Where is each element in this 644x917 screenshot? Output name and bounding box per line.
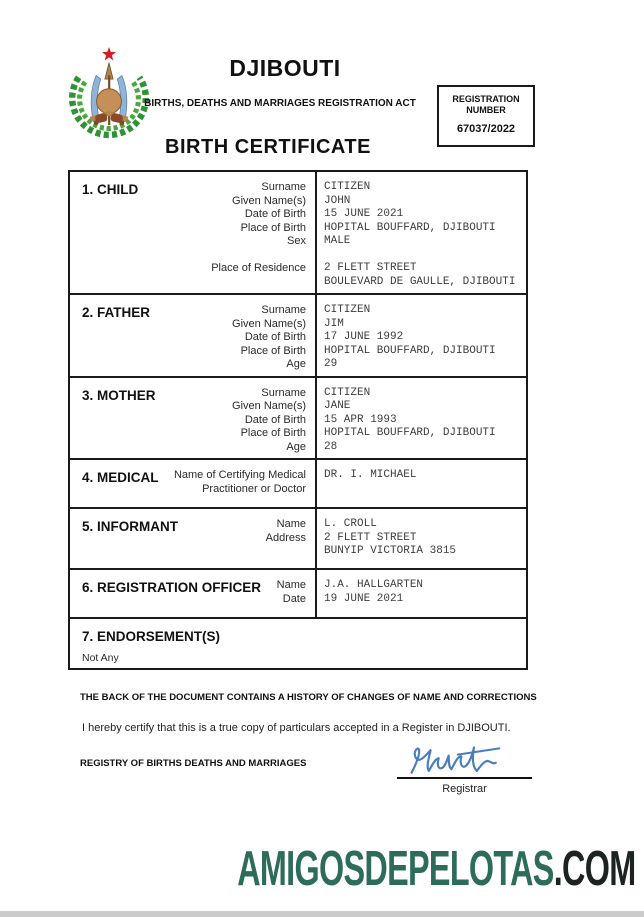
field-value [315,532,456,559]
act-subtitle: BIRTHS, DEATHS AND MARRIAGES REGISTRATION ACT [144,98,416,109]
certificate-table [68,170,528,670]
field-label [70,358,315,372]
signature-line [397,777,532,779]
field-value-line: CITIZEN [324,304,371,316]
field-label-line: Surname [261,181,306,193]
field-label [70,235,315,249]
field-value [315,345,496,359]
field-label [70,414,315,428]
field-value-line: BUNYIP VICTORIA 3815 [324,545,457,557]
section-title: 2. FATHER [82,305,151,320]
field-label [70,427,315,441]
field-value-line: MALE [324,235,351,247]
field-value [315,262,515,289]
field-value-line: JOHN [324,194,351,207]
field-value [315,427,496,441]
registry-title: REGISTRY OF BIRTHS DEATHS AND MARRIAGES [80,758,307,769]
field-row [70,441,526,455]
field-value-line: 2 FLETT STREET [324,531,417,544]
field-label [70,532,315,559]
column-divider [315,509,317,568]
field-value-line: 28 [324,440,338,453]
field-label-line: Practitioner or Doctor [202,482,306,495]
field-row [70,414,526,428]
certification-statement: I hereby certify that this is a true copy of particulars accepted in a Register in DJIBOUTI. [82,722,511,734]
field-row [70,532,526,559]
field-label [70,262,315,289]
field-row [70,345,526,359]
section-title: 6. REGISTRATION OFFICER [82,580,262,595]
field-label-line: Address [265,531,306,544]
field-row [70,262,526,289]
field-value [315,208,403,222]
field-row [70,208,526,222]
field-value-line: 2 FLETT STREET [324,262,417,274]
section-row [70,376,526,459]
field-value-line: 17 JUNE 1992 [324,331,404,343]
field-label-line: Date of Birth [244,208,306,220]
site-watermark [238,841,636,897]
field-label-line: Surname [261,304,306,316]
section-title: 3. MOTHER [82,387,156,403]
field-label-line: Given Name(s) [232,400,306,412]
field-value [315,318,344,332]
field-row [70,181,526,195]
field-value-line: CITIZEN [324,181,371,193]
field-value [315,441,337,455]
section-row [70,458,526,507]
watermark-tld: .COM [554,842,636,896]
field-label-line: Date [282,592,306,605]
field-label [70,331,315,345]
field-value [315,593,403,607]
field-row [70,427,526,441]
field-value-line: HOPITAL BOUFFARD, DJIBOUTI [324,427,496,439]
field-row [70,222,526,236]
watermark-brand: AMIGOSDEPELOTAS [237,842,555,896]
field-label-line: Name [276,579,306,591]
field-value [315,235,350,249]
field-value [315,518,377,532]
field-value [315,387,370,401]
field-value-line: CITIZEN [324,386,371,399]
field-value-line: JANE [324,400,351,412]
field-value [315,222,496,236]
field-value [315,469,416,496]
field-value-line: BOULEVARD DE GAULLE, DJIBOUTI [324,275,516,288]
endorsement-note: Not Any [82,652,119,664]
field-value-line: 19 JUNE 2021 [324,592,404,605]
signature-caption: Registrar [442,783,487,795]
field-label-line: Place of Birth [240,427,306,439]
field-value [315,181,370,195]
field-label [70,441,315,455]
field-label-line: Surname [261,386,306,399]
field-value-line: 15 APR 1993 [324,413,397,426]
section-row [70,568,526,617]
column-divider [315,460,317,507]
country-title: DJIBOUTI [229,55,341,81]
field-value [315,195,350,209]
field-value [315,400,350,414]
section-title: 1. CHILD [82,182,139,197]
document-title: BIRTH CERTIFICATE [165,136,371,158]
field-label-line: Given Name(s) [232,194,306,207]
field-value-line: 29 [324,358,338,370]
section-row [70,293,526,376]
page-bottom-edge [0,911,644,917]
field-value [315,358,337,372]
field-value-line: DR. I. MICHAEL [324,469,417,481]
field-row [70,195,526,209]
field-value-line: HOPITAL BOUFFARD, DJIBOUTI [324,221,496,234]
field-label [70,222,315,236]
signature-block [397,742,532,795]
field-value [315,414,397,428]
field-row [70,235,526,249]
column-divider [315,295,317,376]
field-label [70,345,315,359]
field-label-line: Place of Birth [240,344,306,357]
field-label-line: Name [276,518,306,530]
field-value-line: 15 JUNE 2021 [324,208,404,220]
field-label [70,208,315,222]
field-value-line: J.A. HALLGARTEN [324,579,424,591]
registration-number-label: REGISTRATION NUMBER [452,94,520,115]
section-row [70,617,526,668]
section-title: 7. ENDORSEMENT(S) [82,629,221,644]
section-title: 5. INFORMANT [82,519,178,534]
section-title: 4. MEDICAL [82,470,159,485]
field-label-line: Date of Birth [244,413,306,426]
field-value [315,579,423,593]
field-label-line: Age [286,358,306,370]
field-label-line: Place of Birth [240,221,306,234]
field-value-line: L. CROLL [324,518,377,530]
field-label-line: Place of Residence [211,262,306,274]
column-divider [315,378,317,459]
registration-number-value: 67037/2022 [456,123,516,135]
column-divider [315,172,317,293]
field-row [70,358,526,372]
field-value [315,304,370,318]
registrar-signature-icon [406,742,524,780]
field-label-line: Sex [287,235,306,247]
back-of-document-note: THE BACK OF THE DOCUMENT CONTAINS A HISTORY OF CHANGES OF NAME AND CORRECTIONS [80,692,537,703]
field-label-line: Date of Birth [244,331,306,343]
field-label-line: Age [286,440,306,453]
field-value-line: JIM [324,317,344,330]
section-row [70,507,526,568]
field-label-line: Given Name(s) [232,317,306,330]
column-divider [315,570,317,617]
field-label-line: Name of Certifying Medical [173,469,306,481]
field-value-line: HOPITAL BOUFFARD, DJIBOUTI [324,344,496,357]
field-row [70,331,526,345]
field-value [315,331,403,345]
section-row [70,172,526,293]
